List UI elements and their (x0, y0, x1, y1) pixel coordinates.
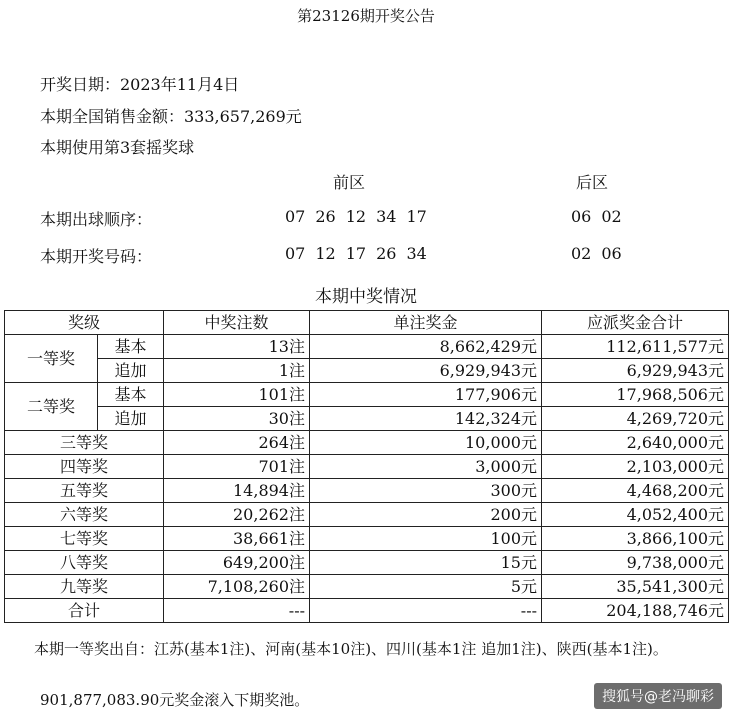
single-prize: 10,000元 (310, 431, 542, 455)
order-front-numbers (285, 207, 437, 226)
winner-count: 14,894注 (164, 479, 310, 503)
single-prize: 300元 (310, 479, 542, 503)
table-row (5, 551, 729, 575)
ball-number: 17 (345, 244, 367, 263)
total-prize: 17,968,506元 (542, 383, 729, 407)
table-row (5, 359, 729, 383)
total-prize: 4,052,400元 (542, 503, 729, 527)
single-prize: 100元 (310, 527, 542, 551)
table-row (5, 407, 729, 431)
ball-number: 34 (406, 244, 427, 263)
order-label: 本期出球顺序： (40, 210, 153, 229)
tier2-label: 二等奖 (5, 383, 98, 431)
level-label: 三等奖 (5, 431, 164, 455)
ball-number: 06 (571, 207, 592, 226)
winner-count: 264注 (164, 431, 310, 455)
level-label: 六等奖 (5, 503, 164, 527)
ball-number: 02 (571, 244, 592, 263)
total-prize: 112,611,577元 (542, 335, 729, 359)
section-title: 本期中奖情况 (315, 287, 417, 307)
table-row (5, 383, 729, 407)
winner-count: 101注 (164, 383, 310, 407)
single-prize: 200元 (310, 503, 542, 527)
single-prize: 177,906元 (310, 383, 542, 407)
ball-number: 26 (376, 244, 397, 263)
extra-label: 追加 (98, 407, 164, 431)
level-label: 五等奖 (5, 479, 164, 503)
header-count: 中奖注数 (164, 311, 310, 335)
page-title: 第23126期开奖公告 (297, 7, 435, 25)
total-prize: 2,640,000元 (542, 431, 729, 455)
total-prize: 2,103,000元 (542, 455, 729, 479)
winning-back-numbers (571, 244, 632, 263)
ball-number: 07 (285, 207, 306, 226)
header-total: 应派奖金合计 (542, 311, 729, 335)
total-prize: 6,929,943元 (542, 359, 729, 383)
ball-number: 12 (315, 244, 336, 263)
table-row (5, 599, 729, 623)
winner-count: 38,661注 (164, 527, 310, 551)
table-row (5, 479, 729, 503)
sales-amount: 本期全国销售金额：333,657,269元 (40, 107, 302, 126)
header-level: 奖级 (5, 311, 164, 335)
winner-count: 20,262注 (164, 503, 310, 527)
level-label: 九等奖 (5, 575, 164, 599)
footnote-rollover: 901,877,083.90元奖金滚入下期奖池。 (40, 691, 310, 709)
ball-number: 02 (601, 207, 622, 226)
back-zone-label: 后区 (576, 173, 609, 192)
winner-count: 30注 (164, 407, 310, 431)
winning-front-numbers (285, 244, 437, 263)
watermark: 搜狐号@老冯聊彩 (594, 683, 722, 709)
single-prize: --- (310, 599, 542, 623)
total-prize: 35,541,300元 (542, 575, 729, 599)
level-label: 四等奖 (5, 455, 164, 479)
extra-label: 追加 (98, 359, 164, 383)
table-header-row (5, 311, 729, 335)
winner-count: 649,200注 (164, 551, 310, 575)
numbers-label: 本期开奖号码： (40, 247, 153, 266)
winner-count: 13注 (164, 335, 310, 359)
ball-number: 06 (601, 244, 622, 263)
prize-table (4, 310, 729, 623)
level-label: 合计 (5, 599, 164, 623)
single-prize: 5元 (310, 575, 542, 599)
front-zone-label: 前区 (333, 173, 366, 192)
total-prize: 3,866,100元 (542, 527, 729, 551)
ball-number: 17 (406, 207, 427, 226)
table-row (5, 575, 729, 599)
total-prize: 9,738,000元 (542, 551, 729, 575)
single-prize: 142,324元 (310, 407, 542, 431)
draw-date: 开奖日期：2023年11月4日 (40, 75, 240, 94)
winner-count: 7,108,260注 (164, 575, 310, 599)
ball-number: 07 (285, 244, 306, 263)
header-prize: 单注奖金 (310, 311, 542, 335)
single-prize: 8,662,429元 (310, 335, 542, 359)
winner-count: 1注 (164, 359, 310, 383)
level-label: 七等奖 (5, 527, 164, 551)
level-label: 八等奖 (5, 551, 164, 575)
ball-number: 26 (315, 207, 336, 226)
winner-count: 701注 (164, 455, 310, 479)
total-prize: 4,269,720元 (542, 407, 729, 431)
basic-label: 基本 (98, 335, 164, 359)
table-row (5, 431, 729, 455)
single-prize: 15元 (310, 551, 542, 575)
ball-number: 12 (345, 207, 367, 226)
total-prize: 204,188,746元 (542, 599, 729, 623)
table-row (5, 455, 729, 479)
table-row (5, 527, 729, 551)
total-prize: 4,468,200元 (542, 479, 729, 503)
footnote-first-prize-origin: 本期一等奖出自：江苏(基本1注)、河南(基本10注)、四川(基本1注 追加1注)、陕西(基本1注)。 (34, 640, 668, 658)
single-prize: 6,929,943元 (310, 359, 542, 383)
single-prize: 3,000元 (310, 455, 542, 479)
winner-count: --- (164, 599, 310, 623)
ball-number: 34 (376, 207, 397, 226)
tier1-label: 一等奖 (5, 335, 98, 383)
table-row (5, 335, 729, 359)
order-back-numbers (571, 207, 632, 226)
basic-label: 基本 (98, 383, 164, 407)
ball-set: 本期使用第3套摇奖球 (40, 138, 195, 157)
table-row (5, 503, 729, 527)
